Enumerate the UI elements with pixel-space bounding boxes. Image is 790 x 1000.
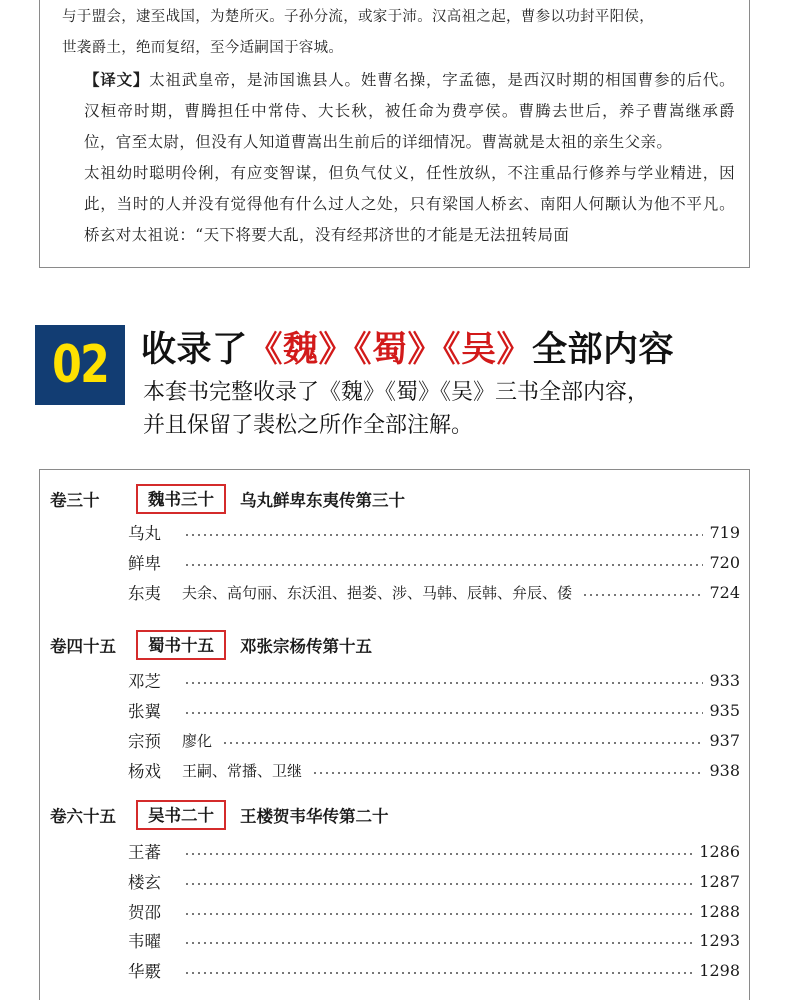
volume-number: 卷三十: [50, 491, 100, 510]
entry-page: 1287: [699, 871, 740, 891]
section-title-prefix: 收录了: [141, 330, 248, 370]
toc-volume-shu: [50, 630, 372, 660]
translation-text-2: 太祖幼时聪明伶俐，有应变智谋，但负气仗义，任性放纵，不注重品行修养与学业精进，因此，当时的人并没有觉得他有什么过人之处，只有梁国人桥玄、南阳人何颙认为他不平凡。桥玄对太祖说：“天下将要大乱，没有经邦济世的才能是无法扭转局面: [84, 164, 735, 244]
translation-text-1: 太祖武皇帝，是沛国谯县人。姓曹名操，字孟德，是西汉时期的相国曹参的后代。汉桓帝时期，曹腾担任中常侍、大长秋，被任命为费亭侯。曹腾去世后，养子曹嵩继承爵位，官至太尉，但没有人知道曹嵩出生前后的详细情况。曹嵩就是太祖的亲生父亲。: [84, 71, 735, 151]
section-number-badge: [35, 325, 125, 405]
entry-name: 韦曜: [128, 932, 161, 951]
toc-entry: [128, 726, 740, 754]
entry-page: 935: [709, 700, 740, 720]
entry-name: 邓芝: [128, 672, 161, 691]
entry-page: 1288: [699, 901, 740, 921]
section-title-highlight: 《魏》《蜀》《吴》: [247, 330, 533, 370]
entry-name: 东夷: [128, 584, 161, 603]
translation-paragraph-1: [54, 64, 735, 158]
excerpt-panel: [39, 0, 750, 268]
toc-volume-wei: [50, 484, 405, 514]
entry-subitems: 廖化: [182, 731, 213, 750]
dot-leader: [312, 772, 703, 774]
dot-leader: [184, 682, 703, 684]
entry-page: 1298: [699, 960, 740, 980]
entry-name: 楼玄: [128, 873, 161, 892]
toc-entry: [128, 897, 740, 925]
entry-page: 719: [709, 522, 740, 542]
dot-leader: [184, 534, 703, 536]
dot-leader: [222, 742, 703, 744]
entry-name: 宗预: [128, 732, 161, 751]
section-title-suffix: 全部内容: [532, 330, 675, 370]
toc-entry: [128, 696, 740, 724]
section-desc-line-1: 本套书完整收录了《魏》《蜀》《吴》三书全部内容，: [143, 380, 650, 405]
book-label-box: 魏书三十: [136, 484, 226, 514]
entry-page: 937: [709, 730, 740, 750]
dot-leader: [184, 942, 693, 944]
volume-title: 乌丸鲜卑东夷传第三十: [240, 491, 405, 510]
dot-leader: [184, 853, 693, 855]
volume-title: 王楼贺韦华传第二十: [240, 807, 389, 826]
section-title: [141, 322, 674, 372]
toc-volume-wu: [50, 800, 389, 830]
entry-subitems: 夫余、高句丽、东沃沮、挹娄、涉、马韩、辰韩、弁辰、倭: [182, 583, 573, 602]
section-number: 02: [51, 335, 109, 395]
section-description: [143, 376, 753, 442]
book-label-box: 蜀书十五: [136, 630, 226, 660]
volume-number: 卷四十五: [50, 637, 116, 656]
entry-name: 鲜卑: [128, 554, 161, 573]
entry-subitems: 王嗣、常播、卫继: [182, 761, 303, 780]
table-of-contents: [39, 469, 750, 1000]
original-line-2: 世袭爵土，绝而复绍，至今适嗣国于容城。: [62, 40, 344, 56]
toc-entry: [128, 578, 740, 606]
entry-page: 720: [709, 552, 740, 572]
dot-leader: [582, 594, 703, 596]
entry-page: 724: [709, 582, 740, 602]
entry-page: 938: [709, 760, 740, 780]
entry-page: 1293: [699, 930, 740, 950]
dot-leader: [184, 564, 703, 566]
translation-paragraph-2: [54, 158, 735, 251]
translation-label: 【译文】: [84, 70, 150, 89]
toc-entry: [128, 518, 740, 546]
toc-entry: [128, 666, 740, 694]
section-desc-line-2: 并且保留了裴松之所作全部注解。: [143, 413, 474, 438]
book-label-box: 吴书二十: [136, 800, 226, 830]
toc-entry: [128, 548, 740, 576]
dot-leader: [184, 883, 693, 885]
entry-name: 张翼: [128, 702, 161, 721]
entry-name: 王蕃: [128, 843, 161, 862]
dot-leader: [184, 913, 693, 915]
entry-name: 贺邵: [128, 903, 161, 922]
toc-entry: [128, 756, 740, 784]
entry-name: 华覈: [128, 962, 161, 981]
entry-page: 1286: [699, 841, 740, 861]
dot-leader: [184, 972, 693, 974]
entry-name: 杨戏: [128, 762, 161, 781]
dot-leader: [184, 712, 703, 714]
toc-entry: [128, 837, 740, 865]
volume-number: 卷六十五: [50, 807, 116, 826]
toc-entry: [128, 926, 740, 954]
entry-page: 933: [709, 670, 740, 690]
original-line-1: 与于盟会，逮至战国，为楚所灭。子孙分流，或家于沛。汉高祖之起，曹参以功封平阳侯，: [62, 9, 654, 25]
entry-name: 乌丸: [128, 524, 161, 543]
toc-entry: [128, 867, 740, 895]
original-text: [54, 2, 735, 64]
volume-title: 邓张宗杨传第十五: [240, 637, 372, 656]
toc-entry: [128, 956, 740, 984]
